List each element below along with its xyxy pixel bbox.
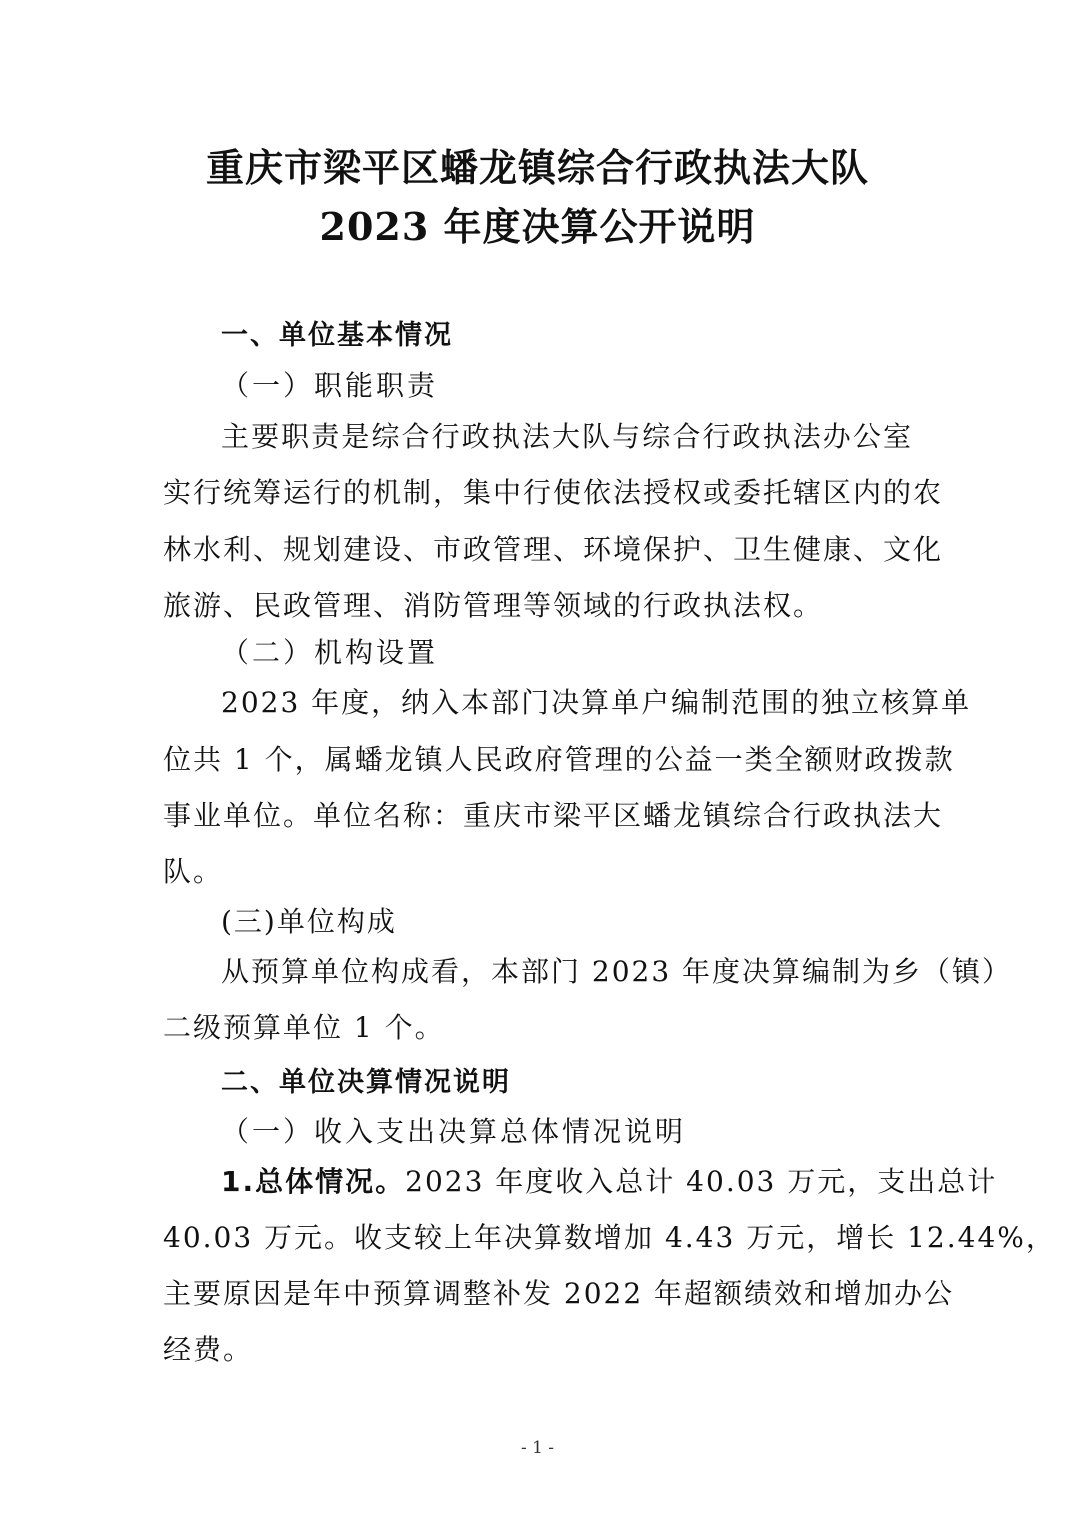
paragraph-line: 二级预算单位 1 个。 bbox=[163, 1011, 445, 1044]
section2-heading: 二、单位决算情况说明 bbox=[221, 1067, 511, 1098]
paragraph-line: 实行统筹运行的机制，集中行使依法授权或委托辖区内的农 bbox=[163, 476, 944, 509]
lead-text: 1.总体情况。 bbox=[221, 1165, 406, 1198]
section1-sub1-heading: （一）职能职责 bbox=[221, 369, 439, 402]
paragraph-line: 主要原因是年中预算调整补发 2022 年超额绩效和增加办公 bbox=[163, 1277, 955, 1310]
section1-sub2-heading: （二）机构设置 bbox=[221, 636, 439, 669]
section1-sub3-heading: (三)单位构成 bbox=[221, 905, 397, 938]
paragraph-line: 40.03 万元。收支较上年决算数增加 4.43 万元，增长 12.44%， bbox=[163, 1221, 1056, 1254]
document-title-line1: 重庆市梁平区蟠龙镇综合行政执法大队 bbox=[205, 145, 869, 190]
paragraph-line: 主要职责是综合行政执法大队与综合行政执法办公室 bbox=[221, 420, 913, 453]
paragraph-line: 林水利、规划建设、市政管理、环境保护、卫生健康、文化 bbox=[163, 533, 944, 566]
page-number: - 1 - bbox=[520, 1438, 555, 1458]
paragraph-line: 位共 1 个，属蟠龙镇人民政府管理的公益一类全额财政拨款 bbox=[163, 743, 955, 776]
paragraph-line: 经费。 bbox=[163, 1333, 254, 1366]
paragraph-line: 旅游、民政管理、消防管理等领域的行政执法权。 bbox=[163, 589, 824, 622]
paragraph-line bbox=[221, 1162, 998, 1202]
paragraph-line: 事业单位。单位名称：重庆市梁平区蟠龙镇综合行政执法大 bbox=[163, 799, 944, 832]
document-title-line2: 2023 年度决算公开说明 bbox=[319, 204, 756, 249]
paragraph-line: 2023 年度，纳入本部门决算单户编制范围的独立核算单 bbox=[221, 686, 972, 719]
paragraph-line: 从预算单位构成看，本部门 2023 年度决算编制为乡（镇） bbox=[221, 955, 1013, 988]
lead-rest: 2023 年度收入总计 40.03 万元，支出总计 bbox=[405, 1165, 998, 1198]
paragraph-line: 队。 bbox=[163, 855, 224, 888]
section1-heading: 一、单位基本情况 bbox=[221, 320, 453, 351]
section2-sub1-heading: （一）收入支出决算总体情况说明 bbox=[221, 1115, 687, 1148]
